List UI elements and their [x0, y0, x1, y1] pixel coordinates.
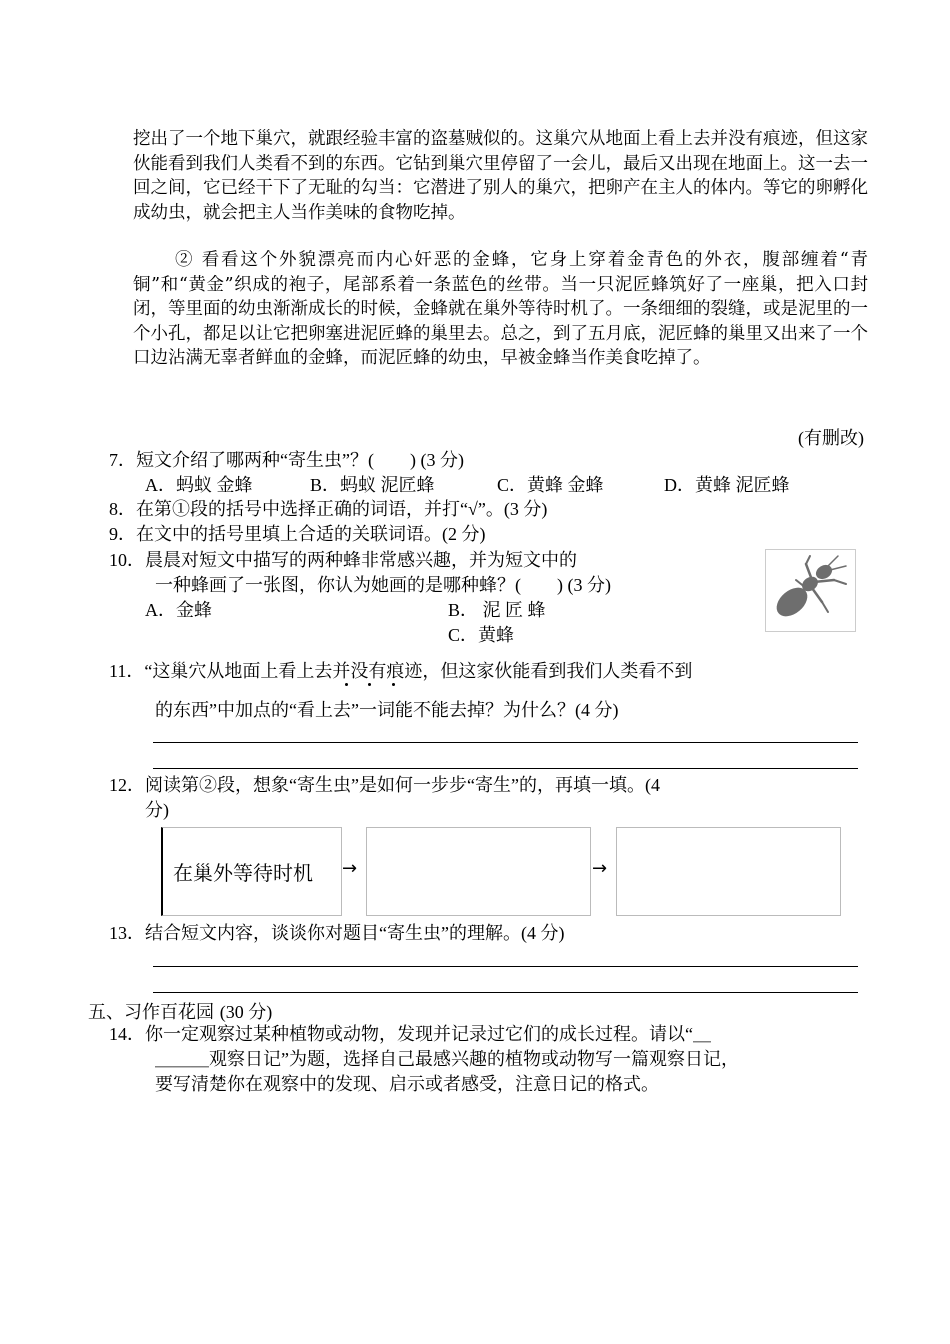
question-10-line2: 一种蜂画了一张图，你认为她画的是哪种蜂？( ) (3 分)	[155, 575, 611, 595]
question-13	[109, 921, 564, 946]
question-text: 结合短文内容，谈谈你对题目“寄生虫”的理解。(4 分)	[145, 923, 565, 943]
question-11	[109, 659, 692, 684]
ant-icon	[766, 550, 855, 631]
source-note: (有删改)	[798, 428, 864, 448]
question-number: 7．	[109, 450, 136, 470]
flow-box-1-text: 在巢外等待时机	[173, 861, 313, 885]
q7-option-c: C．黄蜂 金蜂	[497, 475, 604, 495]
question-10	[109, 548, 577, 573]
question-9	[109, 522, 486, 547]
question-text-line1: 你一定观察过某种植物或动物，发现并记录过它们的成长过程。请以“＿	[145, 1024, 711, 1044]
question-number: 11．	[109, 661, 145, 681]
question-number: 8．	[109, 499, 136, 519]
arrow-icon: →	[342, 858, 358, 879]
question-number: 9．	[109, 524, 136, 544]
question-11-line2: 的东西”中加点的“看上去”一词能不能去掉？为什么？(4 分)	[155, 700, 619, 720]
q10-option-c: C．黄蜂	[448, 625, 515, 645]
question-12	[109, 773, 660, 798]
flow-box-1	[161, 827, 342, 916]
question-12-line2: 分)	[145, 800, 169, 820]
answer-line[interactable]	[153, 966, 858, 967]
ant-image	[765, 549, 856, 632]
q10-option-b: B． 泥 匠 蜂	[448, 600, 546, 620]
q7-option-a: A．蚂蚁 金蜂	[145, 475, 253, 495]
flow-box-3[interactable]	[616, 827, 841, 916]
emphasis-dot	[345, 683, 348, 686]
question-text-line1: 晨晨对短文中描写的两种蜂非常感兴趣，并为短文中的	[145, 550, 577, 570]
question-number: 10．	[109, 550, 145, 570]
flow-box-2[interactable]	[366, 827, 591, 916]
section-points: (30 分)	[219, 1002, 273, 1022]
answer-line[interactable]	[153, 768, 858, 769]
question-number: 14．	[109, 1024, 145, 1044]
question-8	[109, 497, 547, 522]
question-text: 在文中的括号里填上合适的关联词语。(2 分)	[136, 524, 486, 544]
q10-option-a: A．金蜂	[145, 600, 212, 620]
question-14-line2: ＿＿＿观察日记”为题，选择自己最感兴趣的植物或动物写一篇观察日记，	[155, 1049, 739, 1069]
section-title-text: 五、习作百花园	[88, 1002, 214, 1023]
passage-paragraph-1: 挖出了一个地下巢穴，就跟经验丰富的盗墓贼似的。这巢穴从地面上看上去并没有痕迹，但这家伙能看到我们人类看不到的东西。它钻到巢穴里停留了一会儿，最后又出现在地面上。这一去一回之间，它已经干下了无耻的勾当：它潜进了别人的巢穴，把卵产在主人的体内。等它的卵孵化成幼虫，就会把主人当作美味的食物吃掉。	[133, 129, 868, 223]
answer-line[interactable]	[153, 742, 858, 743]
passage-paragraph-2: ② 看看这个外貌漂亮而内心奸恶的金蜂，它身上穿着金青色的外衣，腹部缠着“青铜”和“黄金”织成的袍子，尾部系着一条蓝色的丝带。当一只泥匠蜂筑好了一座巢，把入口封闭，等里面的幼虫渐渐成长的时候，金蜂就在巢外等待时机了。一条细细的裂缝，或是泥里的一个小孔，都足以让它把卵塞进泥匠蜂的巢里去。总之，到了五月底，泥匠蜂的巢里又出来了一个口边沾满无辜者鲜血的金蜂，而泥匠蜂的幼虫，早被金蜂当作美食吃掉了。	[133, 250, 868, 369]
question-number: 12．	[109, 775, 145, 795]
emphasis-dot	[368, 683, 371, 686]
question-text: 在第①段的括号中选择正确的词语，并打“√”。(3 分)	[136, 499, 548, 519]
answer-line[interactable]	[153, 992, 858, 993]
arrow-icon: →	[592, 858, 608, 879]
question-14-line3: 要写清楚你在观察中的发现、启示或者感受，注意日记的格式。	[155, 1074, 659, 1094]
question-7	[109, 448, 464, 473]
q7-option-d: D．黄蜂 泥匠蜂	[664, 475, 790, 495]
question-14	[109, 1022, 711, 1047]
question-number: 13．	[109, 923, 145, 943]
question-text-line1: “这巢穴从地面上看上去并没有痕迹，但这家伙能看到我们人类看不到	[144, 661, 693, 681]
emphasis-dot	[392, 683, 395, 686]
q7-option-b: B．蚂蚁 泥匠蜂	[310, 475, 435, 495]
question-text-line1: 阅读第②段，想象“寄生虫”是如何一步步“寄生”的，再填一填。(4	[145, 775, 660, 795]
section-title	[88, 998, 272, 1024]
question-text: 短文介绍了哪两种“寄生虫”？( ) (3 分)	[136, 450, 464, 470]
